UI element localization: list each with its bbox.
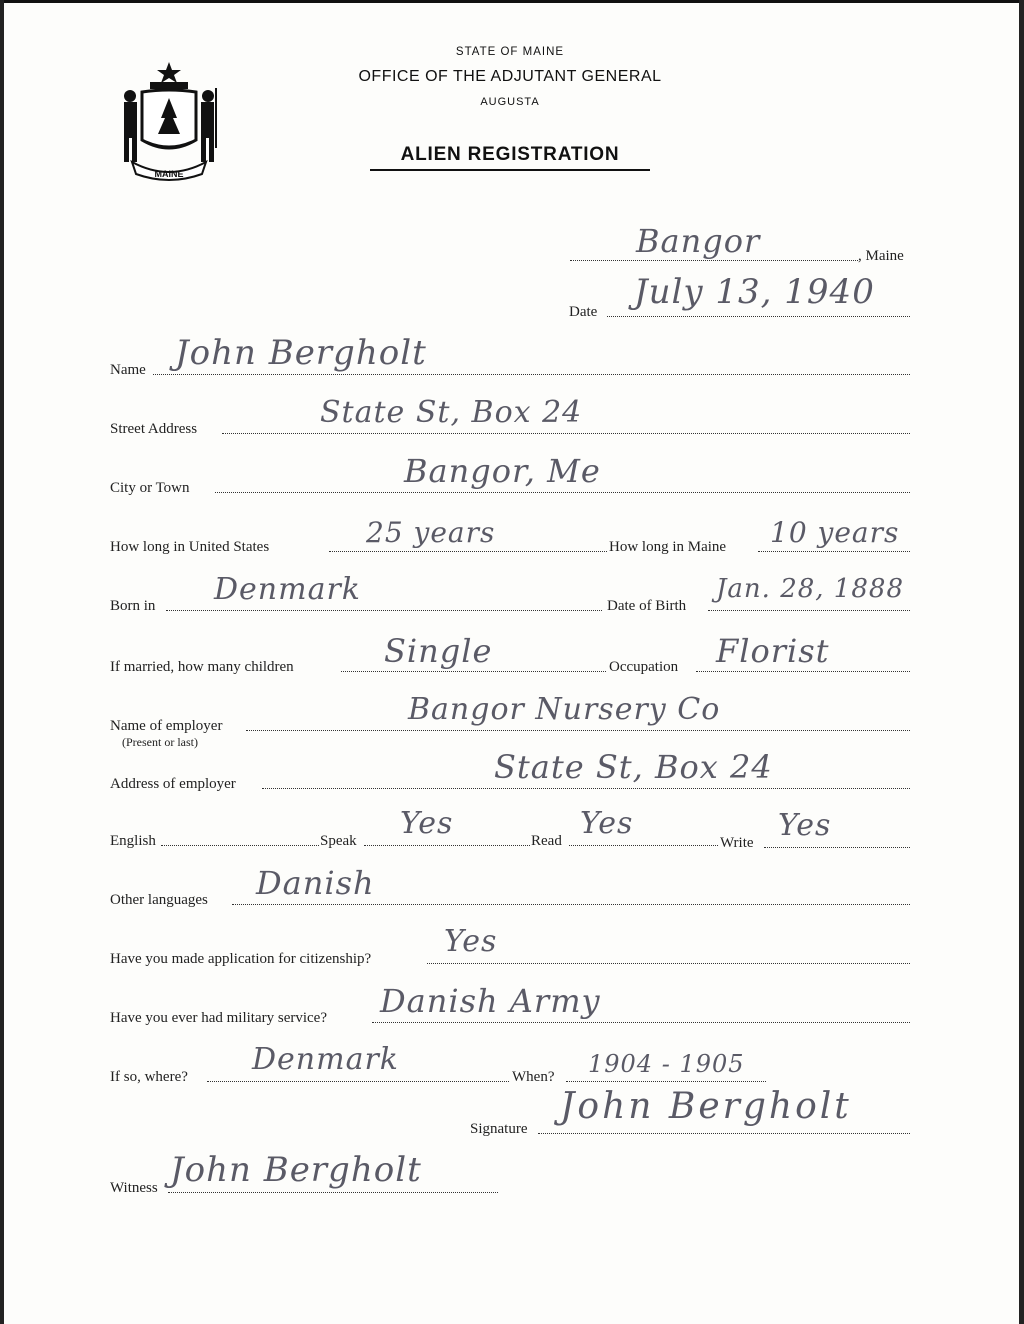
citizenship-label: Have you made application for citizenship? xyxy=(110,951,372,967)
other-languages-value: Danish xyxy=(256,864,375,902)
street-field-line xyxy=(222,433,910,434)
signature-field-line xyxy=(538,1133,910,1134)
maine-value: 10 years xyxy=(770,516,900,549)
employer-address-label: Address of employer xyxy=(110,776,236,792)
city-label: City or Town xyxy=(110,480,190,496)
english-field-line xyxy=(161,845,319,846)
employer-value: Bangor Nursery Co xyxy=(408,692,721,727)
employer-label: Name of employer xyxy=(110,718,223,734)
where-field-line xyxy=(207,1081,509,1082)
form-title: ALIEN REGISTRATION xyxy=(400,144,620,165)
dob-field-line xyxy=(708,610,910,611)
military-value: Danish Army xyxy=(380,982,601,1020)
when-value: 1904 - 1905 xyxy=(588,1050,745,1078)
employer-address-field-line xyxy=(262,788,910,789)
employer-sublabel: (Present or last) xyxy=(122,735,198,749)
us-field-line xyxy=(329,551,607,552)
street-value: State St, Box 24 xyxy=(320,395,583,430)
city-value: Bangor, Me xyxy=(404,452,601,490)
citizenship-field-line xyxy=(427,963,910,964)
read-label: Read xyxy=(531,833,562,849)
name-field-line xyxy=(153,374,910,375)
where-value: Denmark xyxy=(252,1042,399,1077)
signature-value: John Bergholt xyxy=(560,1086,852,1127)
street-label: Street Address xyxy=(110,421,198,437)
place-field-line xyxy=(570,260,858,261)
name-value: John Bergholt xyxy=(175,333,427,373)
citizenship-value: Yes xyxy=(444,924,498,959)
occupation-value: Florist xyxy=(716,632,830,670)
maine-field-line xyxy=(758,551,910,552)
read-field-line xyxy=(569,845,718,846)
scan-edge-top xyxy=(0,0,1024,3)
military-label: Have you ever had military service? xyxy=(110,1010,327,1026)
title-underline xyxy=(370,169,650,171)
date-value: July 13, 1940 xyxy=(634,272,875,312)
scan-edge-right xyxy=(1019,0,1024,1324)
military-field-line xyxy=(372,1022,910,1023)
place-suffix: , Maine xyxy=(858,248,904,264)
occupation-label: Occupation xyxy=(609,659,679,675)
dob-value: Jan. 28, 1888 xyxy=(716,574,904,604)
signature-label: Signature xyxy=(470,1121,528,1137)
english-label: English xyxy=(110,833,156,849)
scan-edge-left xyxy=(0,0,4,1324)
date-label: Date xyxy=(569,304,598,320)
name-label: Name xyxy=(110,362,146,378)
when-label: When? xyxy=(512,1069,555,1085)
when-field-line xyxy=(566,1081,766,1082)
employer-address-value: State St, Box 24 xyxy=(494,748,773,786)
children-label: If married, how many children xyxy=(110,659,294,675)
speak-field-line xyxy=(364,845,530,846)
us-value: 25 years xyxy=(366,516,496,549)
born-label: Born in xyxy=(110,598,156,614)
other-languages-label: Other languages xyxy=(110,892,208,908)
header-office: OFFICE OF THE ADJUTANT GENERAL xyxy=(358,68,662,85)
dob-label: Date of Birth xyxy=(607,598,687,614)
svg-text:MAINE: MAINE xyxy=(154,169,184,179)
children-value: Single xyxy=(384,632,493,670)
speak-label: Speak xyxy=(320,833,357,849)
write-value: Yes xyxy=(778,808,832,843)
born-value: Denmark xyxy=(214,572,361,607)
other-languages-field-line xyxy=(232,904,910,905)
city-field-line xyxy=(215,492,910,493)
employer-field-line xyxy=(246,730,910,731)
date-field-line xyxy=(607,316,910,317)
occupation-field-line xyxy=(696,671,910,672)
maine-label: How long in Maine xyxy=(609,539,727,555)
witness-label: Witness xyxy=(110,1180,158,1196)
witness-field-line xyxy=(168,1192,498,1193)
where-label: If so, where? xyxy=(110,1069,188,1085)
write-field-line xyxy=(764,847,910,848)
header-state: STATE OF MAINE xyxy=(455,46,565,58)
children-field-line xyxy=(341,671,606,672)
born-field-line xyxy=(166,610,602,611)
place-value: Bangor xyxy=(636,222,761,260)
write-label: Write xyxy=(720,835,754,851)
us-label: How long in United States xyxy=(110,539,270,555)
witness-value: John Bergholt xyxy=(170,1150,422,1190)
speak-value: Yes xyxy=(400,806,454,841)
read-value: Yes xyxy=(580,806,634,841)
header-city: AUGUSTA xyxy=(480,96,540,108)
